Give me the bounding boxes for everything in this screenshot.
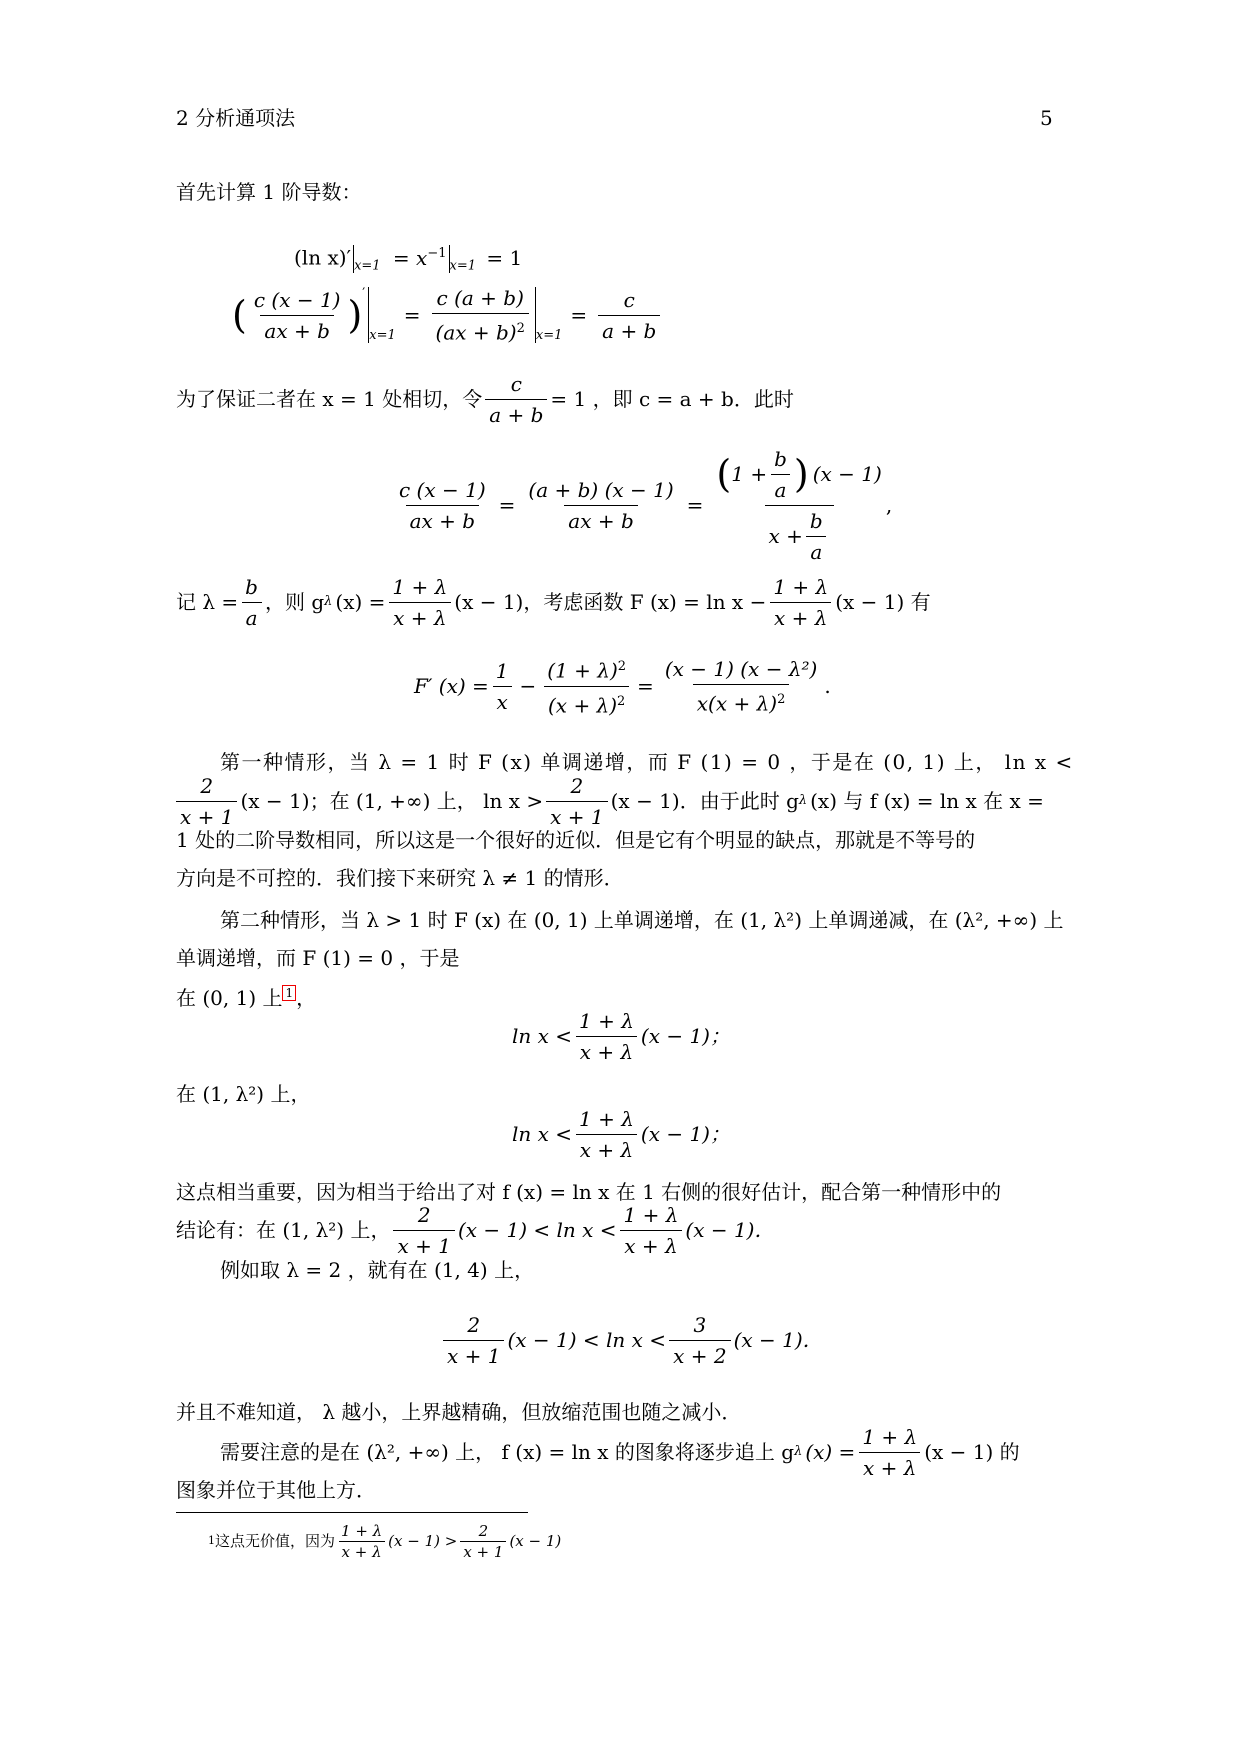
derivative-line-1: (ln x)′ $_{x=1} = x^{-1}_{x=1} = 1$: [294, 245, 523, 274]
inequality-2: ln x < $\frac{1 + \lambda}{x + \lambda}$ (x − 1)；: [512, 1106, 730, 1162]
case1-line-3: 1 处的二阶导数相同，所以这是一个很好的近似．但是它有个明显的缺点，那就是不等号的: [176, 828, 976, 852]
footnote: 1 这点无价值，因为 $\frac{1 + \lambda}{x + \lambda}$ (x − 1) > $\frac{2}{x + 1}$ (x − 1): [208, 1521, 562, 1561]
tangent-paragraph: 为了保证二者在 x = 1 处相切，令 $\frac{c}{a + b}$ = 1 ，即 c = a + b．此时: [176, 371, 794, 427]
case2-line-3: 在 (0, 1) 上 1 ，: [176, 986, 317, 1010]
fraction: $\frac{c}{a + b}$: [598, 288, 660, 343]
case1-line-4: 方向是不可控的．我们接下来研究 λ ≠ 1 的情形．: [176, 866, 624, 890]
inequality-3: $\frac{2}{x + 1}$ (x − 1) < ln x < $\frac{3}{x + 2}$ (x − 1)．: [440, 1310, 823, 1370]
note-line-2: 图象并位于其他上方．: [176, 1478, 376, 1502]
fraction: $\frac{c (x - 1)}{ax + b}$: [253, 287, 341, 343]
derivative-line-2: ( $\frac{c (x - 1)}{ax + b}$ ) ′ x=1 = $\frac{c (a + b)}{(ax + b)^2}$ x=1 = $\frac{c}{a + b}$: [232, 280, 663, 350]
footnote-link[interactable]: 1: [282, 985, 296, 1001]
fprime-equation: F′ (x) = $\frac{1}{x}$ − $\frac{(1 + \lambda)^2}{(x + \lambda)^2}$ = $\frac{\text{(x − 1) (x − λ²)}}{x(x + \lambda)^2}$ .: [414, 656, 831, 718]
interval-2-text: 在 (1, λ²) 上，: [176, 1082, 311, 1106]
footnote-rule: [176, 1512, 528, 1513]
running-header-section: 2 分析通项法: [176, 106, 296, 130]
lambda-paragraph: 记 λ = $\frac{b}{a}$ ，则 g λ (x) = $\frac{1 + \lambda}{x + \lambda}$ (x − 1)，考虑函数 F (x) = ln x − $\frac{1 + \lambda}{x + \lambda}$ (x − 1) 有: [176, 574, 931, 630]
inequality-1: ln x < $\frac{1 + \lambda}{x + \lambda}$ (x − 1)；: [512, 1008, 730, 1064]
case2-line-1: 第二种情形，当 λ > 1 时 F (x) 在 (0, 1) 上单调递增，在 (1, λ²) 上单调递减，在 (λ², +∞) 上: [220, 908, 1064, 932]
precision-text: 并且不难知道， λ 越小，上界越精确，但放缩范围也随之减小．: [176, 1400, 742, 1424]
intro-text: 首先计算 1 阶导数：: [176, 180, 362, 204]
note-line-1: 需要注意的是在 (λ², +∞) 上， f (x) = ln x 的图象将逐步追上 g λ (x) = $\frac{1 + \lambda}{x + \lambda}$ (x − 1) 的: [220, 1424, 1020, 1480]
example-text: 例如取 λ = 2 ，就有在 (1, 4) 上，: [220, 1258, 535, 1282]
fraction: $\frac{c (a + b)}{(ax + b)^2}$: [432, 286, 529, 345]
important-line-2: 结论有：在 (1, λ²) 上， $\frac{2}{x + 1}$ (x − 1) < ln x < $\frac{1 + \lambda}{x + \lambda}$ (x − 1)．: [176, 1202, 775, 1258]
rewrite-equation: $\frac{c (x - 1)}{ax + b}$ = $\frac{(a + b) (x - 1)}{ax + b}$ = ( 1 + $\frac{b}{a}$ ) (x − 1) x + $\frac{b}{a}$ ,: [399, 446, 893, 564]
case2-line-2: 单调递增，而 F (1) = 0 ，于是: [176, 946, 460, 970]
page-number: 5: [1040, 106, 1053, 130]
case1-line-1: 第一种情形，当 λ = 1 时 F (x) 单调递增，而 F (1) = 0 ，于是在 (0, 1) 上， ln x <: [220, 750, 1074, 774]
case1-line-2: $\frac{2}{x + 1}$ (x − 1)；在 (1, +∞) 上， ln x > $\frac{2}{x + 1}$ (x − 1)．由于此时 g λ (x) 与 f (x) = ln x 在 x =: [176, 774, 1044, 828]
important-line-1: 这点相当重要，因为相当于给出了对 f (x) = ln x 在 1 右侧的很好估计，配合第一种情形中的: [176, 1180, 1002, 1204]
